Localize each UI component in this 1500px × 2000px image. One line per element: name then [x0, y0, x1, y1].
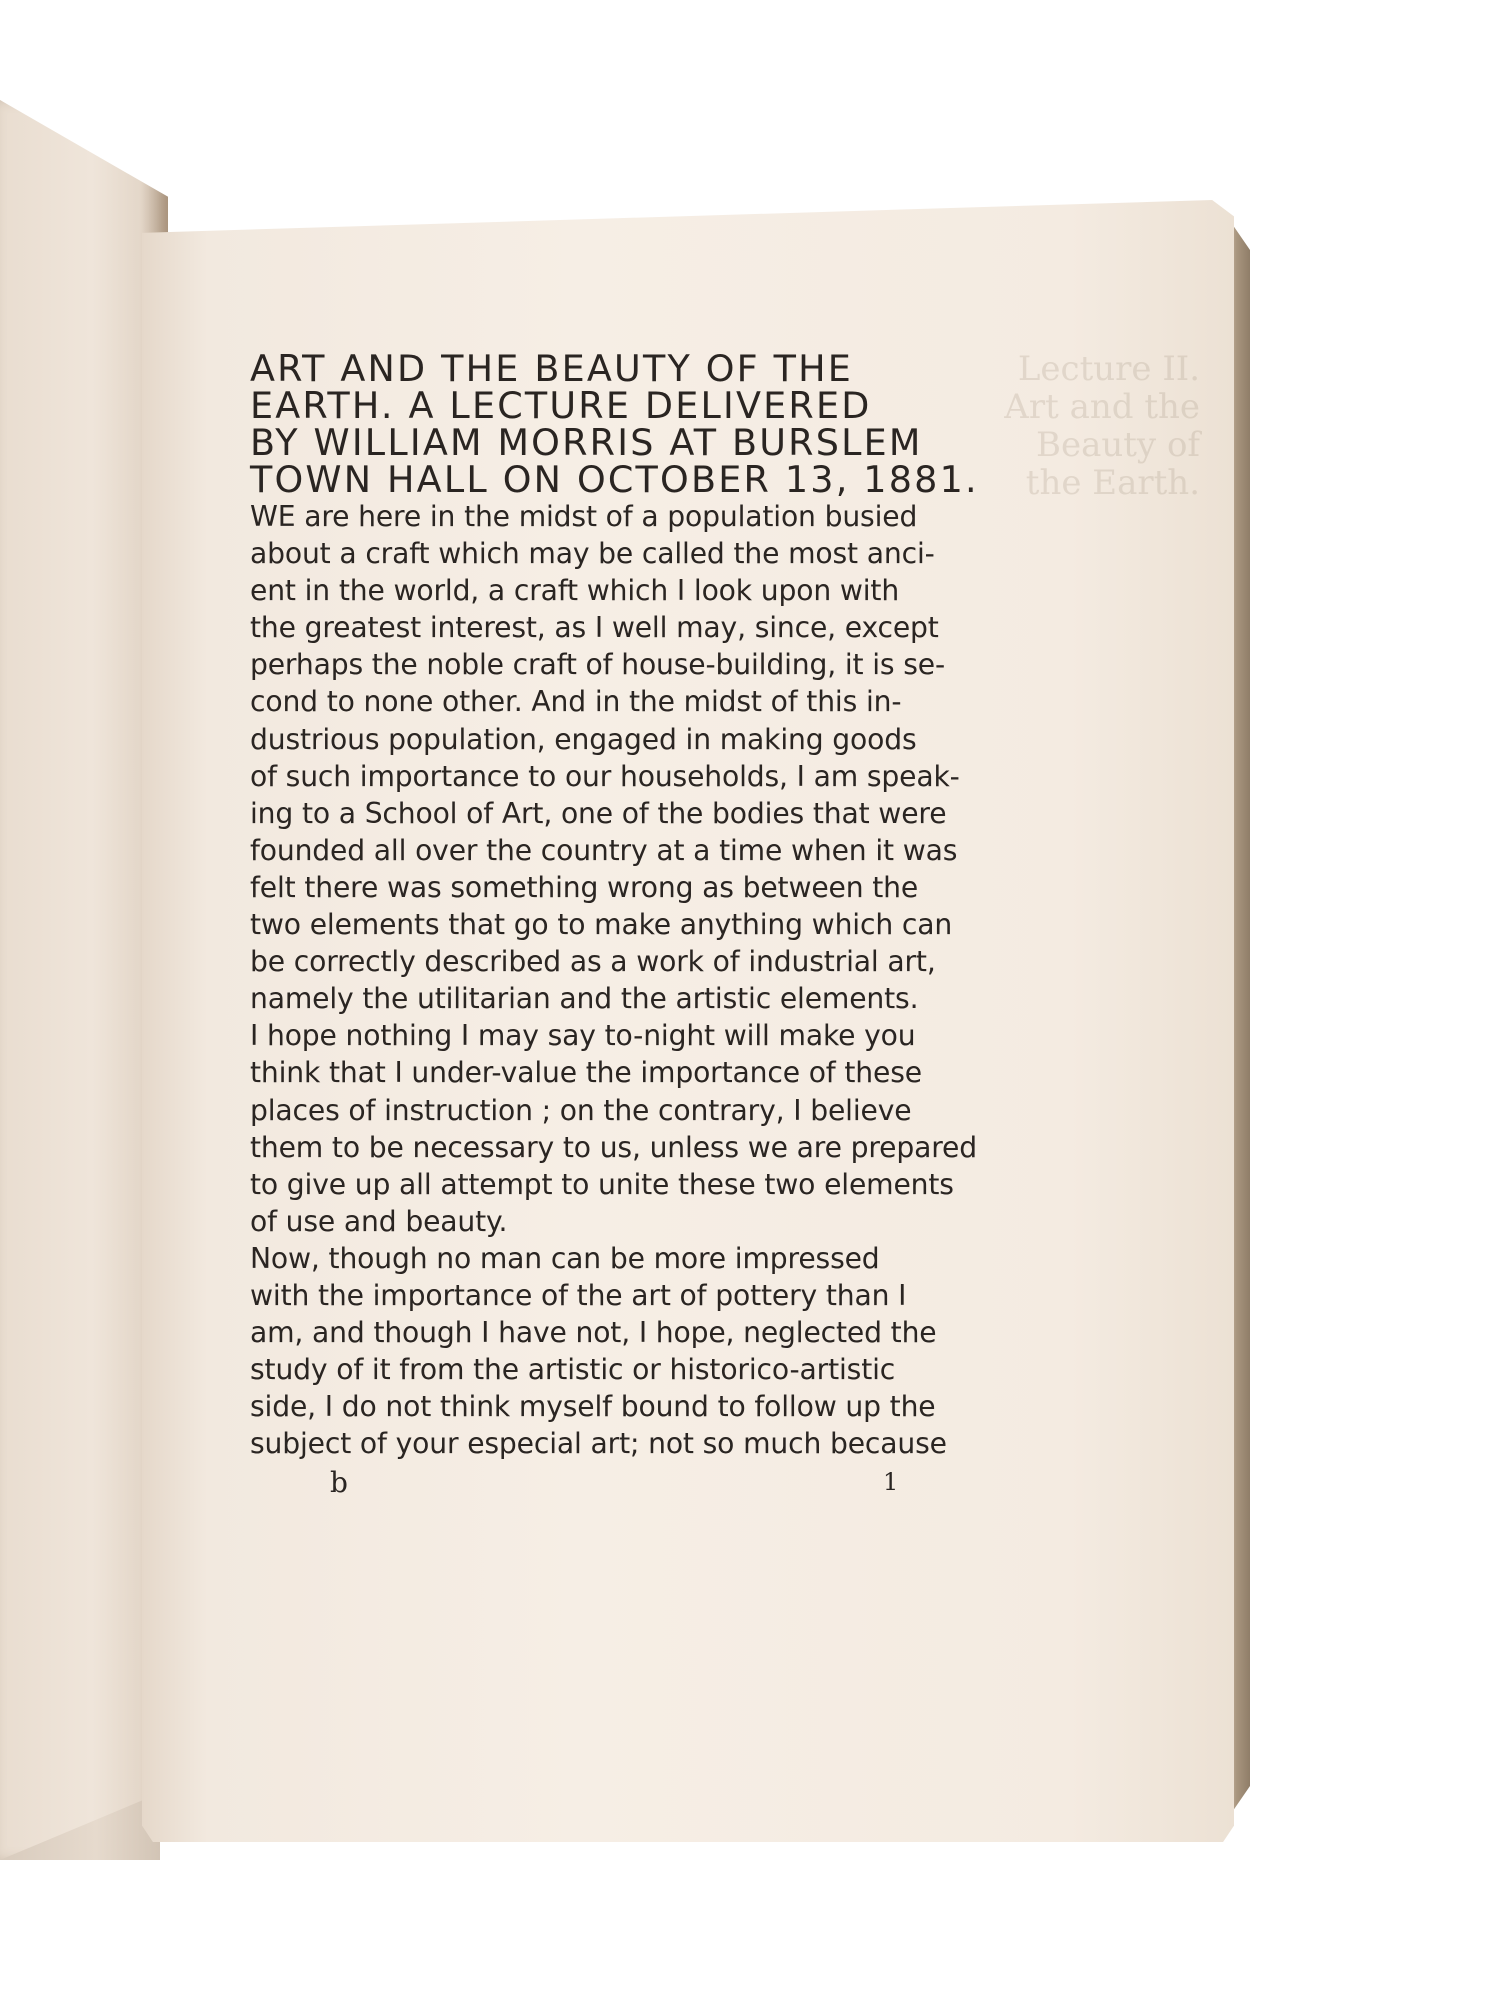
show-through-side-note [1000, 350, 1200, 502]
text-line: Now, though no man can be more impressed [250, 1241, 880, 1275]
text-line: WE are here in the midst of a population busied [250, 500, 918, 533]
paragraph-1 [250, 498, 977, 1240]
show-through-line: the Earth. [1025, 463, 1200, 503]
text-line: be correctly described as a work of industrial art, [250, 945, 936, 979]
text-line: cond to none other. And in the midst of this in- [250, 685, 902, 719]
text-line: perhaps the noble craft of house-building, it is se- [250, 648, 946, 682]
text-line: founded all over the country at a time when it was [250, 833, 958, 867]
text-line: with the importance of the art of pottery than I [250, 1278, 907, 1312]
heading-line: TOWN HALL ON OCTOBER 13, 1881. [250, 458, 979, 501]
text-line: of such importance to our households, I am speak- [250, 759, 960, 793]
lecture-heading [250, 347, 979, 501]
heading-line: EARTH. A LECTURE DELIVERED [250, 384, 872, 427]
text-block [250, 347, 979, 1462]
heading-line: ART AND THE BEAUTY OF THE [250, 347, 854, 390]
text-line: think that I under-value the importance of these [250, 1056, 922, 1090]
text-line: felt there was something wrong as between the [250, 870, 919, 904]
show-through-line: Lecture II. [1017, 349, 1200, 389]
text-line: study of it from the artistic or historico-artistic [250, 1353, 896, 1387]
text-line: places of instruction ; on the contrary, I believe [250, 1093, 912, 1127]
text-line: ent in the world, a craft which I look upon with [250, 574, 900, 608]
text-line: two elements that go to make anything which can [250, 908, 953, 942]
text-line: am, and though I have not, I hope, neglected the [250, 1316, 937, 1350]
text-line: ing to a School of Art, one of the bodies that were [250, 796, 947, 830]
text-line: I hope nothing I may say to-night will make you [250, 1019, 916, 1053]
paragraph-2 [250, 1240, 970, 1463]
text-line: namely the utilitarian and the artistic elements. [250, 982, 919, 1016]
heading-line: BY WILLIAM MORRIS AT BURSLEM [250, 421, 923, 464]
show-through-line: Art and the [1004, 387, 1200, 427]
text-line: side, I do not think myself bound to follow up the [250, 1390, 936, 1424]
text-line: them to be necessary to us, unless we are prepared [250, 1130, 977, 1164]
signature-mark: b [330, 1466, 348, 1499]
page-number: 1 [883, 1468, 899, 1496]
show-through-line: Beauty of [1035, 425, 1200, 465]
text-line: to give up all attempt to unite these two elements [250, 1167, 954, 1201]
text-line: about a craft which may be called the most anci- [250, 537, 935, 571]
text-line: the greatest interest, as I well may, since, except [250, 611, 939, 645]
text-line: subject of your especial art; not so much because [250, 1427, 947, 1461]
text-line: of use and beauty. [250, 1204, 508, 1238]
text-line: dustrious population, engaged in making goods [250, 722, 917, 756]
